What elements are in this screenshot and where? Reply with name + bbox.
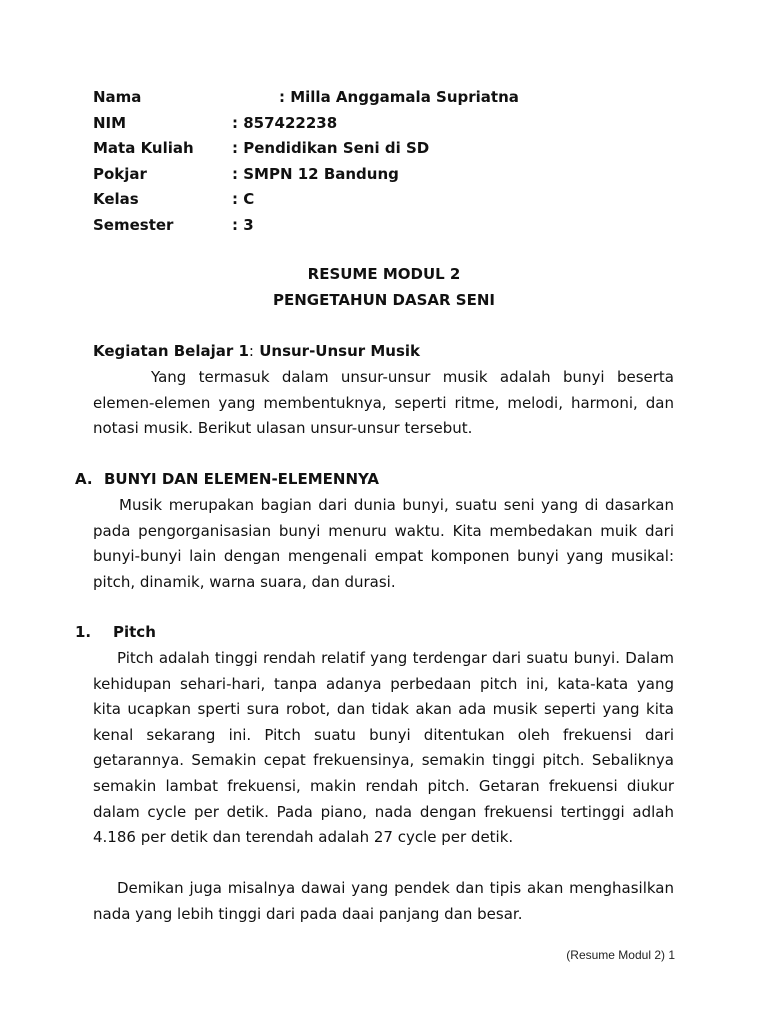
identity-block: [93, 85, 693, 239]
field-label: Semester: [93, 215, 174, 234]
field-kelas: [93, 187, 693, 213]
section-a-title: BUNYI DAN ELEMEN-ELEMENNYA: [104, 470, 380, 488]
kegiatan-intro: Yang termasuk dalam unsur-unsur musik adalah bunyi beserta elemen-elemen yang membentuknya, seperti ritme, melodi, harmoni, dan notasi musik. Berikut ulasan unsur-unsur tersebut.: [93, 368, 674, 438]
field-value: : SMPN 12 Bandung: [232, 164, 399, 183]
field-semester: [93, 213, 693, 239]
section-a-heading: [75, 467, 379, 493]
field-label: Nama: [93, 88, 142, 106]
field-value: : Pendidikan Seni di SD: [232, 139, 430, 158]
document-title: RESUME MODUL 2: [307, 265, 461, 283]
field-value: : Milla Anggamala Supriatna: [279, 88, 519, 106]
field-nama: [93, 85, 693, 111]
field-pokjar: [93, 162, 693, 188]
section-1-paragraph: Pitch adalah tinggi rendah relatif yang terdengar dari suatu bunyi. Dalam kehidupan sehari-hari, tanpa adanya perbedaan pitch ini, kata-kata yang kita ucapkan sperti sura robot, dan tidak akan ada musik seperti yang kita kenal sekarang ini. Pitch suatu bunyi ditentukan oleh frekuensi dari getarannya. Semakin cepat frekuensinya, semakin tinggi pitch. Sebaliknya semakin lambat frekuensi, makin rendah pitch. Getaran frekuensi diukur dalam cycle per detik. Pada piano, nada dengan frekuensi tertinggi adlah 4.186 per detik dan terendah adalah 27 cycle per detik.: [93, 649, 674, 847]
kegiatan-topic: Unsur-Unsur Musik: [253, 342, 421, 360]
section-1-title: Pitch: [113, 623, 156, 641]
section-a-paragraph: Musik merupakan bagian dari dunia bunyi, suatu seni yang di dasarkan pada pengorganisasian bunyi menuru waktu. Kita membedakan muik dari bunyi-bunyi lain dengan mengenali empat komponen bunyi yang musikal: pitch, dinamik, warna suara, dan durasi.: [93, 496, 674, 591]
field-label: Pokjar: [93, 164, 147, 183]
page-footer: (Resume Modul 2) 1: [566, 948, 675, 962]
field-label: Mata Kuliah: [93, 139, 194, 158]
kegiatan-label: Kegiatan Belajar 1: [93, 342, 249, 360]
section-1-marker: 1.: [75, 623, 92, 641]
section-1-heading: [75, 620, 156, 646]
kegiatan-colon: :: [248, 342, 254, 360]
section-1-paragraph-2: Demikan juga misalnya dawai yang pendek dan tipis akan menghasilkan nada yang lebih tinggi dari pada daai panjang dan besar.: [93, 879, 674, 923]
field-nim: [93, 111, 693, 137]
field-value: : 857422238: [232, 113, 338, 132]
kegiatan-heading: [93, 339, 420, 365]
document-subtitle: PENGETAHUN DASAR SENI: [273, 291, 495, 309]
field-label: NIM: [93, 113, 127, 132]
field-label: Kelas: [93, 190, 139, 209]
field-value: : C: [232, 190, 255, 209]
section-a-marker: A.: [75, 470, 93, 488]
field-mata-kuliah: [93, 136, 693, 162]
field-value: : 3: [232, 215, 254, 234]
